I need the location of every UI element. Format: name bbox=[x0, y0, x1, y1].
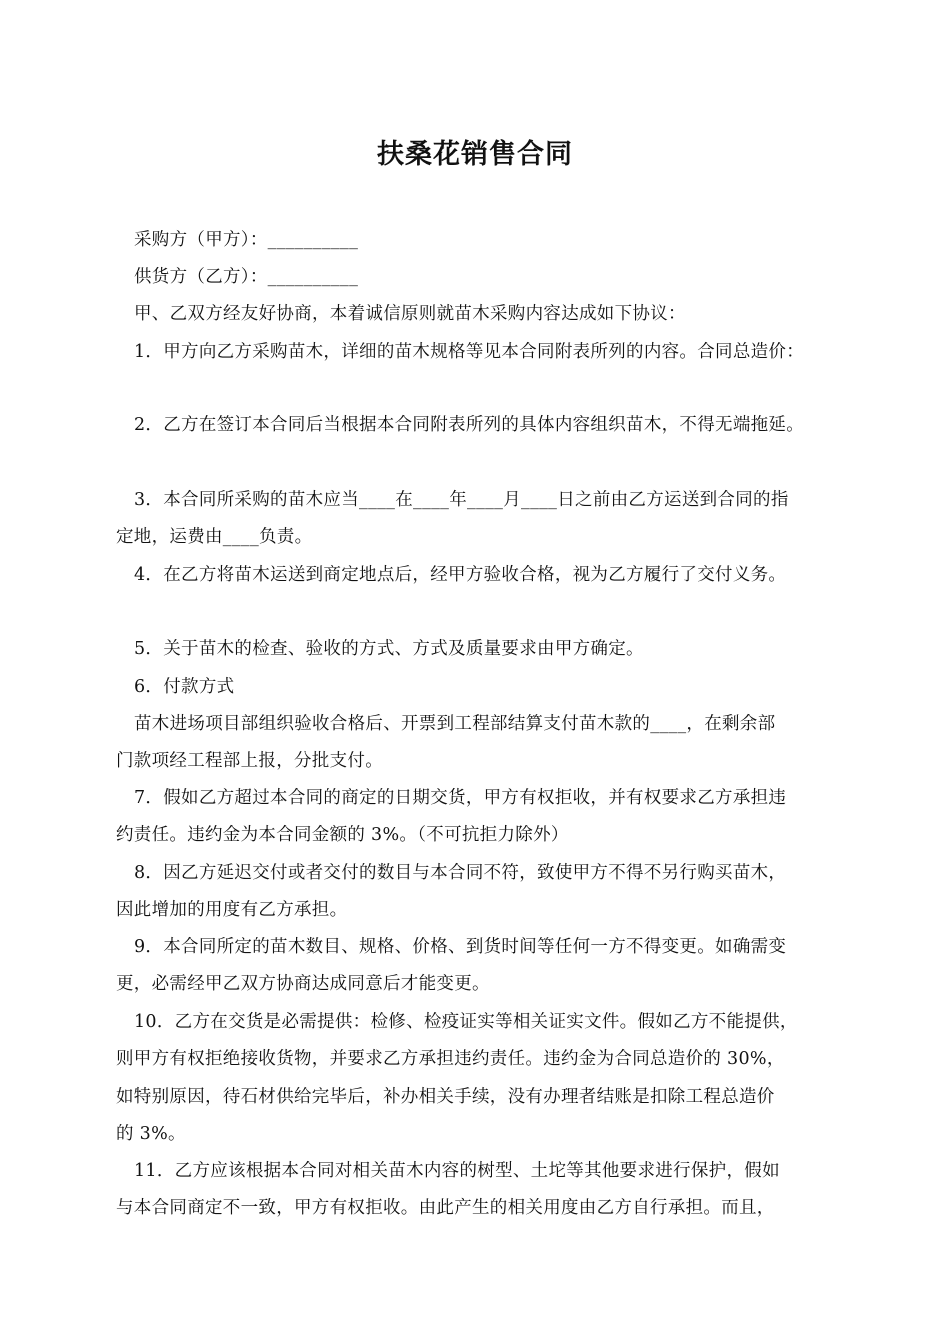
clause-2-line-1: 2．乙方在签订本合同后当根据本合同附表所列的具体内容组织苗木，不得无端拖延。 bbox=[134, 415, 805, 435]
intro-line: 甲、乙双方经友好协商，本着诚信原则就苗木采购内容达成如下协议： bbox=[134, 304, 686, 324]
clause-6-heading: 6．付款方式 bbox=[134, 677, 235, 697]
clause-11-line-2: 与本合同商定不一致，甲方有权拒收。由此产生的相关用度由乙方自行承担。而且， bbox=[116, 1198, 775, 1218]
clause-6-line-2: 门款项经工程部上报，分批支付。 bbox=[116, 751, 383, 771]
clause-8-line-2: 因此增加的用度有乙方承担。 bbox=[116, 900, 348, 920]
clause-11-line-1: 11．乙方应该根据本合同对相关苗木内容的树型、土坨等其他要求进行保护，假如 bbox=[134, 1161, 780, 1181]
clause-6-line-1: 苗木进场项目部组织验收合格后、开票到工程部结算支付苗木款的____，在剩余部 bbox=[134, 714, 776, 734]
clause-9-line-2: 更，必需经甲乙双方协商达成同意后才能变更。 bbox=[116, 974, 490, 994]
document-title: 扶桑花销售合同 bbox=[377, 139, 573, 170]
clause-10-line-4: 的 3%。 bbox=[116, 1124, 186, 1144]
clause-7-line-1: 7．假如乙方超过本合同的商定的日期交货，甲方有权拒收，并有权要求乙方承担违 bbox=[134, 788, 787, 808]
clause-8-line-1: 8．因乙方延迟交付或者交付的数目与本合同不符，致使甲方不得不另行购买苗木， bbox=[134, 863, 787, 883]
clause-5-line-1: 5．关于苗木的检查、验收的方式、方式及质量要求由甲方确定。 bbox=[134, 639, 644, 659]
clause-10-line-2: 则甲方有权拒绝接收货物，并要求乙方承担违约责任。违约金为合同总造价的 30%， bbox=[116, 1049, 785, 1069]
buyer-line: 采购方（甲方）：__________ bbox=[134, 230, 359, 250]
clause-7-line-2: 约责任。违约金为本合同金额的 3%。（不可抗拒力除外） bbox=[116, 825, 569, 845]
clause-1-line-1: 1．甲方向乙方采购苗木，详细的苗木规格等见本合同附表所列的内容。合同总造价： bbox=[134, 342, 805, 362]
supplier-line: 供货方（乙方）：__________ bbox=[134, 267, 359, 287]
clause-3-line-1: 3．本合同所采购的苗木应当____在____年____月____日之前由乙方运送到合同的指 bbox=[134, 490, 789, 510]
clause-10-line-1: 10．乙方在交货是必需提供：检修、检疫证实等相关证实文件。假如乙方不能提供， bbox=[134, 1012, 798, 1032]
clause-4-line-1: 4．在乙方将苗木运送到商定地点后，经甲方验收合格，视为乙方履行了交付义务。 bbox=[134, 565, 787, 585]
clause-3-line-2: 定地，运费由____负责。 bbox=[116, 527, 313, 547]
clause-10-line-3: 如特别原因，待石材供给完毕后，补办相关手续，没有办理者结账是扣除工程总造价 bbox=[116, 1087, 775, 1107]
clause-9-line-1: 9．本合同所定的苗木数目、规格、价格、到货时间等任何一方不得变更。如确需变 bbox=[134, 937, 787, 957]
